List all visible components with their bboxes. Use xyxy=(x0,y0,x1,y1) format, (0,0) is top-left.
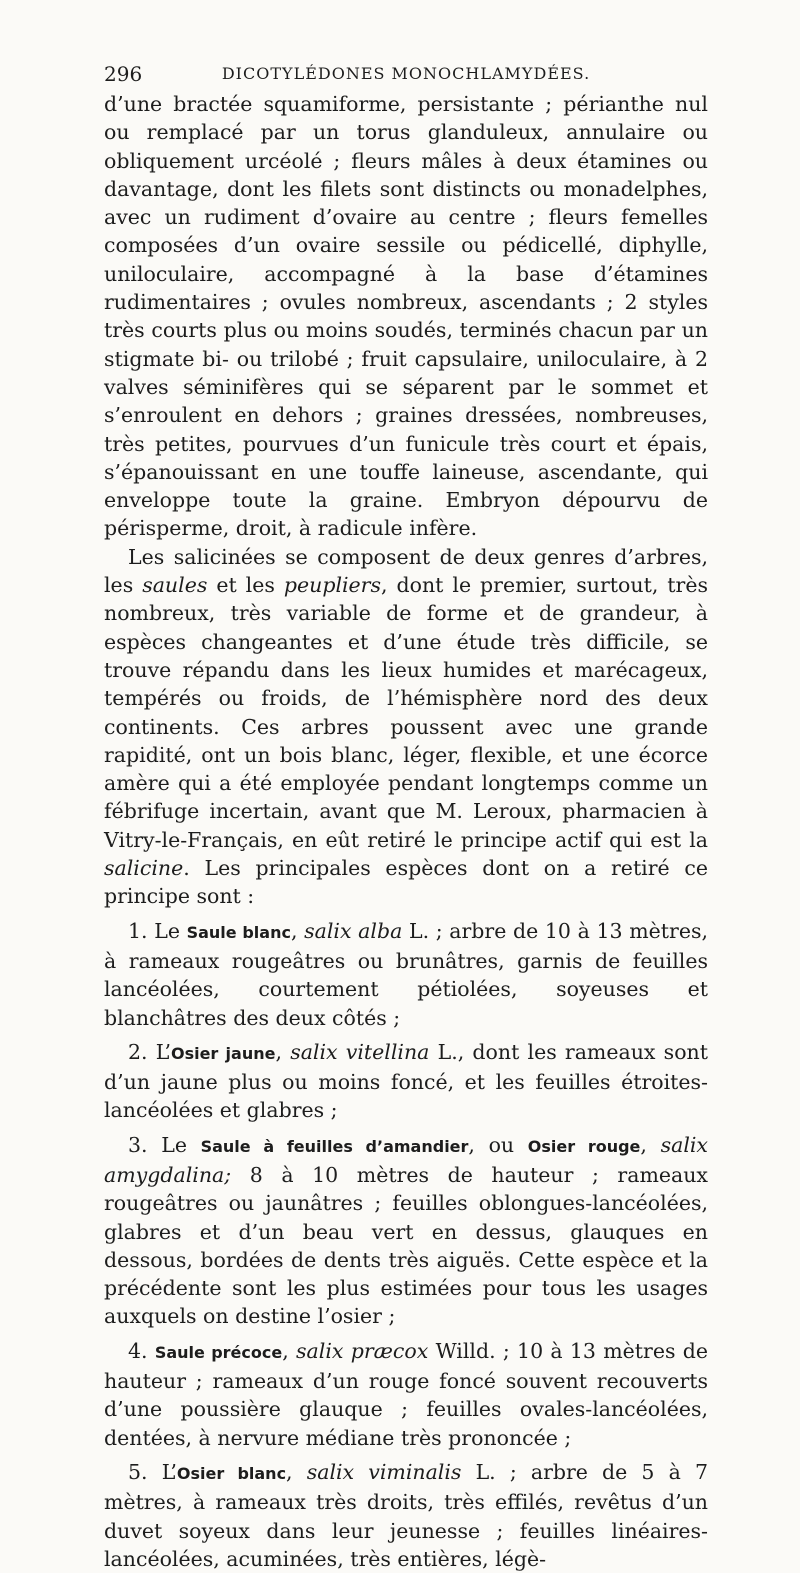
item-number: 5. xyxy=(128,1459,162,1484)
text-run: . Les principales espèces dont on a retiré ce principe sont : xyxy=(104,856,708,909)
species-description: L. ; arbre de 10 à 13 mètres, à rameaux rougeâtres ou brunâtres, garnis de feuilles lancéolées, courtement pétiolées, soyeuses et blanchâtres des deux côtés ; xyxy=(104,918,708,1030)
item-prefix: Le xyxy=(154,918,187,943)
species-latin-name: salix viminalis xyxy=(306,1459,462,1484)
item-separator: , xyxy=(640,1132,661,1157)
species-item-3 xyxy=(104,1131,708,1331)
body-text xyxy=(104,90,708,1573)
page-number: 296 xyxy=(104,62,143,86)
species-item-5 xyxy=(104,1458,708,1573)
species-common-name: Saule à feuilles d’amandier xyxy=(200,1136,469,1156)
species-description: L., dont les rameaux sont d’un jaune plus ou moins foncé, et les feuilles étroites-lancéolées et glabres ; xyxy=(104,1039,708,1123)
species-latin-name: salix præcox xyxy=(296,1338,429,1363)
item-prefix: L’ xyxy=(155,1039,171,1064)
item-separator: , xyxy=(275,1039,291,1064)
text-run: et les xyxy=(207,573,284,598)
species-latin-name: salix amygdalina; xyxy=(104,1132,708,1187)
species-item-1 xyxy=(104,917,708,1032)
item-number: 3. xyxy=(128,1132,162,1157)
paragraph-continuation: d’une bractée squamiforme, persistante ; périanthe nul ou remplacé par un torus glanduleux, annulaire ou obliquement urcéolé ; fleurs mâles à deux étamines ou davantage, dont les filets sont distincts ou monadelphes, avec un rudiment d’ovaire au centre ; fleurs femelles composées d’un ovaire sessile ou pédicellé, diphylle, uniloculaire, accompagné à la base d’étamines rudimentaires ; ovules nombreux, ascendants ; 2 styles très courts plus ou moins soudés, terminés chacun par un stigmate bi- ou trilobé ; fruit capsulaire, uniloculaire, à 2 valves séminifères qui se séparent par le sommet et s’enroulent en dehors ; graines dressées, nombreuses, très petites, pourvues d’un funicule très court et épais, s’épanouissant en une touffe laineuse, ascendante, qui enveloppe toute la graine. Embryon dépourvu de périsperme, droit, à radicule infère. xyxy=(104,92,708,541)
species-description: L. ; arbre de 5 à 7 mètres, à rameaux très droits, très effilés, revêtus d’un duvet soyeux dans leur jeunesse ; feuilles linéaires-lancéolées, acuminées, très entières, légè- xyxy=(104,1459,708,1571)
species-item-2 xyxy=(104,1038,708,1125)
species-item-4 xyxy=(104,1337,708,1452)
item-separator: , xyxy=(282,1338,297,1363)
species-description: Willd. ; 10 à 13 mètres de hauteur ; rameaux d’un rouge foncé souvent recouverts d’une poussière glauque ; feuilles ovales-lancéolées, dentées, à nervure médiane très prononcée ; xyxy=(104,1338,709,1450)
item-number: 2. xyxy=(128,1039,156,1064)
term-saules: saules xyxy=(142,573,208,598)
item-number: 1. xyxy=(128,918,155,943)
species-common-name: Saule blanc xyxy=(186,922,291,942)
text-run: , dont le premier, surtout, très nombreux, très variable de forme et de grandeur, à espèces changeantes et d’une étude très difficile, se trouve répandu dans les lieux humides et marécageux, tempérés ou froids, de l’hémisphère nord des deux continents. Ces arbres poussent avec une grande rapidité, ont un bois blanc, léger, flexible, et une écorce amère qui a été employée pendant longtemps comme un fébrifuge incertain, avant que M. Leroux, pharmacien à Vitry-le-Français, en eût retiré le principe actif qui est la xyxy=(104,573,708,852)
species-latin-name: salix vitellina xyxy=(290,1039,430,1064)
term-peupliers: peupliers xyxy=(283,573,382,598)
item-number: 4. xyxy=(128,1338,155,1363)
text-run: Les salicinées se composent de deux genres d’arbres, les xyxy=(104,544,708,598)
page-header xyxy=(104,58,708,90)
item-prefix: Le xyxy=(161,1132,201,1157)
item-prefix: L’ xyxy=(161,1459,177,1484)
species-common-name: Osier blanc xyxy=(176,1463,287,1483)
item-separator: , xyxy=(286,1459,307,1484)
species-latin-name: salix alba xyxy=(304,918,403,943)
species-description: 8 à 10 mètres de hauteur ; rameaux rougeâtres ou jaunâtres ; feuilles oblongues-lancéolées, glabres et d’un beau vert en dessus, glauques en dessous, bordées de dents très aiguës. Cette espèce et la précédente sont les plus estimées pour tous les usages auxquels on destine l’osier ; xyxy=(104,1162,708,1329)
species-common-name: Saule précoce xyxy=(154,1342,283,1362)
species-alt-name: Osier rouge xyxy=(527,1136,641,1156)
species-common-name: Osier jaune xyxy=(170,1043,276,1063)
term-salicine: salicine xyxy=(104,856,184,881)
running-head: DICOTYLÉDONES MONOCHLAMYDÉES. xyxy=(221,64,591,83)
paragraph-salicinees xyxy=(104,543,708,911)
item-separator: , xyxy=(290,918,305,943)
item-separator: , ou xyxy=(468,1132,528,1157)
